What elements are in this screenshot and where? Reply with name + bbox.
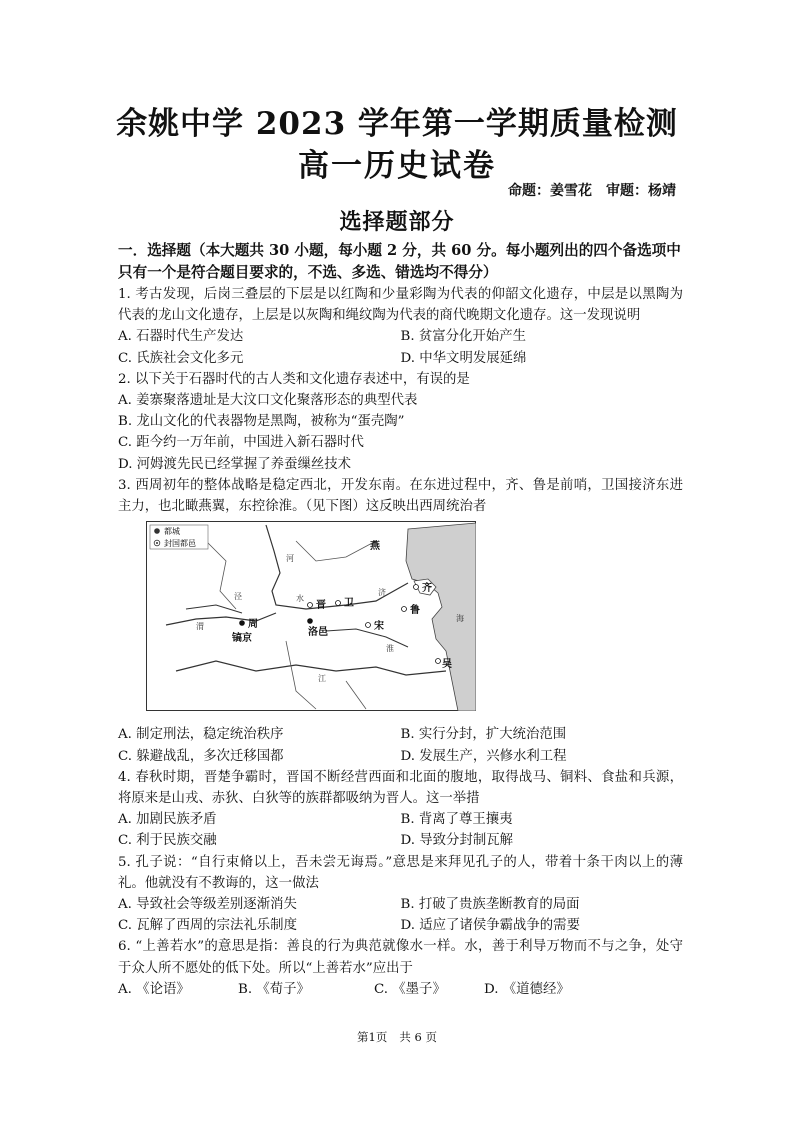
river-he: 河 <box>286 554 294 564</box>
river-shui: 水 <box>296 594 304 604</box>
question-stem: 4. 春秋时期，晋楚争霸时，晋国不断经营西面和北面的腹地，取得战马、铜料、食盐和兵源，将原来是山戎、赤狄、白狄等的族群都吸纳为晋人。这一举措 <box>118 769 683 807</box>
options <box>118 979 683 1000</box>
option-a: A. 加剧民族矛盾 <box>118 812 217 828</box>
option-d: D. 中华文明发展延绵 <box>400 350 527 366</box>
option-d: D. 发展生产，兴修水利工程 <box>400 748 567 764</box>
exam-title: 余姚中学 2023 学年第一学期质量检测 <box>116 106 678 142</box>
question-2 <box>118 369 683 475</box>
options <box>118 326 683 368</box>
author: 命题：姜雪花 <box>508 183 592 199</box>
question-stem: 3. 西周初年的整体战略是稳定西北，开发东南。在东进过程中，齐、鲁是前哨，卫国接济东进主力，也北瞰燕翼，东控徐淮。（见下图）这反映出西周统治者 <box>118 477 683 515</box>
place-zhou: 周 <box>248 619 258 631</box>
section-instruction: 一．选择题（本大题共 30 小题，每小题 2 分，共 60 分。每小题列出的四个备选项中只有一个是符合题目要求的，不选、多选、错选均不得分） <box>118 242 681 281</box>
option-c: C. 利于民族交融 <box>118 833 217 849</box>
question-4 <box>118 767 683 852</box>
place-wei: 卫 <box>344 598 354 610</box>
place-qi: 齐 <box>422 583 432 595</box>
option-a: A. 石器时代生产发达 <box>118 329 244 345</box>
option-b: B. 实行分封，扩大统治范围 <box>400 727 567 743</box>
reviewer: 审题：杨靖 <box>606 183 676 199</box>
options <box>118 809 683 851</box>
question-3 <box>118 475 683 767</box>
river-jing: 泾 <box>234 592 242 602</box>
place-wu: 吴 <box>442 659 452 671</box>
page-number: 第1页 <box>357 1030 388 1044</box>
place-lu: 鲁 <box>410 605 420 617</box>
option-b: B. 龙山文化的代表器物是黑陶，被称为“蛋壳陶” <box>118 414 405 430</box>
option-a: A. 制定刑法，稳定统治秩序 <box>118 727 284 743</box>
question-area <box>118 240 683 1000</box>
question-5 <box>118 852 683 937</box>
options <box>118 724 683 766</box>
option-b: B. 打破了贵族垄断教育的局面 <box>400 897 580 913</box>
option-b: B. 背离了尊王攘夷 <box>400 812 513 828</box>
option-d: D. 河姆渡先民已经掌握了养蚕缫丝技术 <box>118 456 352 472</box>
legend-capital: 都城 <box>164 527 180 537</box>
option-c: C. 距今约一万年前，中国进入新石器时代 <box>118 435 364 451</box>
place-jin: 晋 <box>316 600 326 612</box>
authors-line <box>494 180 676 200</box>
river-wei: 渭 <box>196 622 204 632</box>
question-6 <box>118 936 683 1000</box>
place-song: 宋 <box>374 621 384 633</box>
option-c: C. 瓦解了西周的宗法礼乐制度 <box>118 918 297 934</box>
option-d: D. 导致分封制瓦解 <box>400 833 514 849</box>
western-zhou-map <box>146 521 476 711</box>
exam-subtitle: 高一历史试卷 <box>298 148 496 184</box>
option-a: A. 导致社会等级差别逐渐消失 <box>118 897 297 913</box>
option-b: B. 贫富分化开始产生 <box>400 329 526 345</box>
place-haojing: 镐京 <box>232 633 252 645</box>
page-total: 共 6 页 <box>399 1030 437 1044</box>
option-c: C. 氏族社会文化多元 <box>118 350 244 366</box>
legend-fief: 封国都邑 <box>164 539 196 549</box>
question-stem: 2. 以下关于石器时代的古人类和文化遗存表述中，有误的是 <box>118 371 470 387</box>
section-heading: 选择题部分 <box>339 209 455 235</box>
option-c: C. 《墨子》 <box>374 981 446 997</box>
river-ji: 济 <box>378 588 386 598</box>
question-stem: 6. “上善若水”的意思是指：善良的行为典范就像水一样。水，善于利导万物而不与之争，处守于众人所不愿处的低下处。所以“上善若水”应出于 <box>118 939 683 976</box>
option-b: B. 《荀子》 <box>238 981 310 997</box>
question-stem: 1. 考古发现，后岗三叠层的下层是以红陶和少量彩陶为代表的仰韶文化遗存，中层是以黑陶为代表的龙山文化遗存，上层是以灰陶和绳纹陶为代表的商代晚期文化遗存。这一发现说明 <box>118 287 683 324</box>
question-stem: 5. 孔子说：“自行束脩以上，吾未尝无诲焉。”意思是来拜见孔子的人，带着十条干肉以上的薄礼。他就没有不教诲的，这一做法 <box>118 854 683 891</box>
option-c: C. 躲避战乱，多次迁移国都 <box>118 748 284 764</box>
river-huai: 淮 <box>386 644 394 654</box>
option-d: D. 适应了诸侯争霸战争的需要 <box>400 918 580 934</box>
option-d: D. 《道德经》 <box>484 981 570 997</box>
page-footer <box>0 1029 794 1045</box>
place-yan: 燕 <box>370 541 380 553</box>
options <box>118 894 683 936</box>
option-a: A. 《论语》 <box>118 981 190 997</box>
option-a: A. 姜寨聚落遗址是大汶口文化聚落形态的典型代表 <box>118 393 418 409</box>
river-jiang: 江 <box>318 674 326 684</box>
sea-label: 海 <box>456 614 464 624</box>
place-luoyi: 洛邑 <box>308 627 328 639</box>
question-1 <box>118 284 683 369</box>
